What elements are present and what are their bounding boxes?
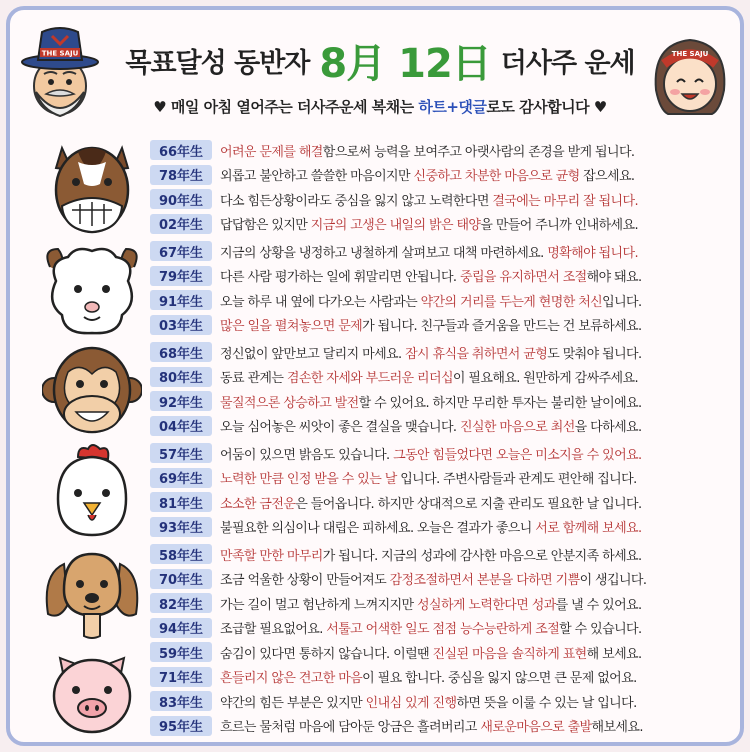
birth-year-badge: 94年生 bbox=[150, 618, 212, 638]
fortune-text: 지금의 상황을 냉정하고 냉철하게 살펴보고 대책 마련하세요. 명확해야 됩니다. bbox=[220, 245, 638, 261]
birth-year-badge: 59年生 bbox=[150, 642, 212, 662]
subtitle-highlight: 하트+댓글 bbox=[418, 98, 487, 116]
fortune-text: 정신없이 앞만보고 달리지 마세요. 잠시 휴식을 취하면서 균형도 맞춰야 됩니다. bbox=[220, 346, 642, 362]
fortune-row bbox=[150, 490, 738, 515]
fortune-rows bbox=[150, 239, 738, 337]
fortune-text: 외롭고 불안하고 쓸쓸한 마음이지만 신중하고 차분한 마음으로 균형 잡으세요. bbox=[220, 169, 635, 185]
fortune-rows bbox=[150, 138, 738, 236]
fortune-row bbox=[150, 714, 738, 739]
fortune-row bbox=[150, 567, 738, 592]
fortune-rows bbox=[150, 441, 738, 539]
fortune-text: 오늘 하루 내 옆에 다가오는 사람과는 약간의 거리를 두는게 현명한 처신입니다. bbox=[220, 294, 642, 310]
title-left: 목표달성 동반자 bbox=[125, 47, 310, 79]
fortune-text: 노력한 만큼 인정 받을 수 있는 날 입니다. 주변사람들과 관계도 편안해 집니다. bbox=[220, 472, 637, 488]
fortune-rows bbox=[150, 640, 738, 738]
fortune-text: 조급할 필요없어요. 서툴고 어색한 일도 점점 능수능란하게 조절할 수 있습니다. bbox=[220, 622, 642, 638]
birth-year-badge: 04年生 bbox=[150, 416, 212, 436]
fortune-section-monkey bbox=[10, 340, 740, 442]
fortune-text: 오늘 심어놓은 씨앗이 좋은 결실을 맺습니다. 진실한 마음으로 최선을 다하세요. bbox=[220, 420, 642, 436]
birth-year-badge: 57年生 bbox=[150, 443, 212, 463]
fortune-row bbox=[150, 689, 738, 714]
fortune-row bbox=[150, 288, 738, 313]
birth-year-badge: 58年生 bbox=[150, 544, 212, 564]
fortune-section-dog bbox=[10, 542, 740, 644]
fortune-teller-mascot-icon bbox=[20, 24, 100, 124]
fortune-row bbox=[150, 212, 738, 237]
woman-mascot-icon bbox=[650, 30, 730, 122]
svg-text:THE SAJU: THE SAJU bbox=[671, 50, 709, 58]
fortune-row bbox=[150, 163, 738, 188]
birth-year-badge: 02年生 bbox=[150, 214, 212, 234]
fortune-row bbox=[150, 187, 738, 212]
birth-year-badge: 83年生 bbox=[150, 691, 212, 711]
fortune-text: 흔들리지 않은 견고한 마음이 필요 합니다. 중심을 잃지 않으면 큰 문제 없어요. bbox=[220, 671, 637, 687]
birth-year-badge: 79年生 bbox=[150, 266, 212, 286]
fortune-text: 흐르는 물처럼 마음에 담아둔 앙금은 흘려버리고 새로운마음으로 출발해보세요. bbox=[220, 720, 643, 736]
fortune-card bbox=[6, 6, 744, 746]
header bbox=[10, 10, 740, 130]
birth-year-badge: 78年生 bbox=[150, 165, 212, 185]
birth-year-badge: 68年生 bbox=[150, 342, 212, 362]
fortune-row bbox=[150, 616, 738, 641]
title-right: 더사주 운세 bbox=[500, 47, 635, 79]
fortune-section-rooster bbox=[10, 441, 740, 543]
fortune-section-horse bbox=[10, 138, 740, 240]
birth-year-badge: 90年生 bbox=[150, 189, 212, 209]
birth-year-badge: 69年生 bbox=[150, 468, 212, 488]
fortune-row bbox=[150, 138, 738, 163]
fortune-text: 소소한 금전운은 들어옵니다. 하지만 상대적으로 지출 관리도 필요한 날 입니다. bbox=[220, 496, 642, 512]
fortune-text: 약간의 힘든 부분은 있지만 인내심 있게 진행하면 뜻을 이룰 수 있는 날 입니다. bbox=[220, 695, 637, 711]
fortune-text: 물질적으론 상승하고 발전할 수 있어요. 하지만 무리한 투자는 불리한 날이에요. bbox=[220, 395, 642, 411]
birth-year-badge: 92年生 bbox=[150, 391, 212, 411]
dog-icon bbox=[42, 544, 142, 642]
svg-text:THE SAJU: THE SAJU bbox=[41, 49, 79, 58]
monkey-icon bbox=[42, 342, 142, 440]
fortune-row bbox=[150, 591, 738, 616]
birth-year-badge: 91年生 bbox=[150, 290, 212, 310]
birth-year-badge: 70年生 bbox=[150, 569, 212, 589]
birth-year-badge: 93年生 bbox=[150, 517, 212, 537]
fortune-row bbox=[150, 239, 738, 264]
fortune-row bbox=[150, 264, 738, 289]
fortune-row bbox=[150, 640, 738, 665]
fortune-row bbox=[150, 313, 738, 338]
fortune-text: 많은 일을 펼쳐놓으면 문제가 됩니다. 친구들과 즐거움을 만드는 건 보류하세요. bbox=[220, 319, 642, 335]
fortune-text: 숨김이 있다면 통하지 않습니다. 이럴땐 진실된 마음을 솔직하게 표현해 보세요. bbox=[220, 646, 642, 662]
fortune-text: 어려운 문제를 해결함으로써 능력을 보여주고 아랫사람의 존경을 받게 됩니다. bbox=[220, 144, 635, 160]
fortune-row bbox=[150, 340, 738, 365]
fortune-row bbox=[150, 441, 738, 466]
fortune-text: 불필요한 의심이나 대립은 피하세요. 오늘은 결과가 좋으니 서로 함께해 보세요. bbox=[220, 521, 642, 537]
birth-year-badge: 66年生 bbox=[150, 140, 212, 160]
fortune-text: 만족할 만한 마무리가 됩니다. 지금의 성과에 감사한 마음으로 안분지족 하세요. bbox=[220, 548, 642, 564]
sheep-icon bbox=[42, 241, 142, 339]
fortune-rows bbox=[150, 542, 738, 640]
birth-year-badge: 80年生 bbox=[150, 367, 212, 387]
fortune-row bbox=[150, 542, 738, 567]
horse-icon bbox=[42, 140, 142, 238]
fortune-row bbox=[150, 515, 738, 540]
fortune-row bbox=[150, 414, 738, 439]
birth-year-badge: 71年生 bbox=[150, 667, 212, 687]
fortune-text: 다른 사람 평가하는 일에 휘말리면 안됩니다. 중립을 유지하면서 조절해야 돼요. bbox=[220, 270, 642, 286]
subtitle: ♥ 매일 아침 열어주는 더사주운세 복채는 하트+댓글로도 감사합니다 ♥ bbox=[153, 98, 607, 116]
birth-year-badge: 82年生 bbox=[150, 593, 212, 613]
page-title bbox=[100, 32, 660, 88]
fortune-rows bbox=[150, 340, 738, 438]
fortune-text: 조금 억울한 상황이 만들어져도 감정조절하면서 본분을 다하면 기쁨이 생깁니다. bbox=[220, 573, 647, 589]
fortune-text: 다소 힘든상황이라도 중심을 잃지 않고 노력한다면 결국에는 마무리 잘 됩니다. bbox=[220, 193, 638, 209]
fortune-text: 동료 관계는 겸손한 자세와 부드러운 리더십이 필요해요. 원만하게 감싸주세요. bbox=[220, 371, 638, 387]
fortune-text: 가는 길이 멀고 험난하게 느껴지지만 성실하게 노력한다면 성과를 낼 수 있어요. bbox=[220, 597, 642, 613]
birth-year-badge: 95年生 bbox=[150, 716, 212, 736]
pig-icon bbox=[42, 642, 142, 740]
fortune-row bbox=[150, 365, 738, 390]
fortune-row bbox=[150, 389, 738, 414]
title-date: 8月 12日 bbox=[319, 40, 491, 87]
fortune-text: 어둠이 있으면 밝음도 있습니다. 그동안 힘들었다면 오늘은 미소지을 수 있어요. bbox=[220, 447, 642, 463]
fortune-section-pig bbox=[10, 640, 740, 742]
birth-year-badge: 81年生 bbox=[150, 492, 212, 512]
birth-year-badge: 67年生 bbox=[150, 241, 212, 261]
fortune-text: 답답함은 있지만 지금의 고생은 내일의 밝은 태양을 만들어 주니까 인내하세요. bbox=[220, 218, 639, 234]
rooster-icon bbox=[42, 443, 142, 541]
birth-year-badge: 03年生 bbox=[150, 315, 212, 335]
fortune-section-sheep bbox=[10, 239, 740, 341]
fortune-row bbox=[150, 665, 738, 690]
fortune-row bbox=[150, 466, 738, 491]
